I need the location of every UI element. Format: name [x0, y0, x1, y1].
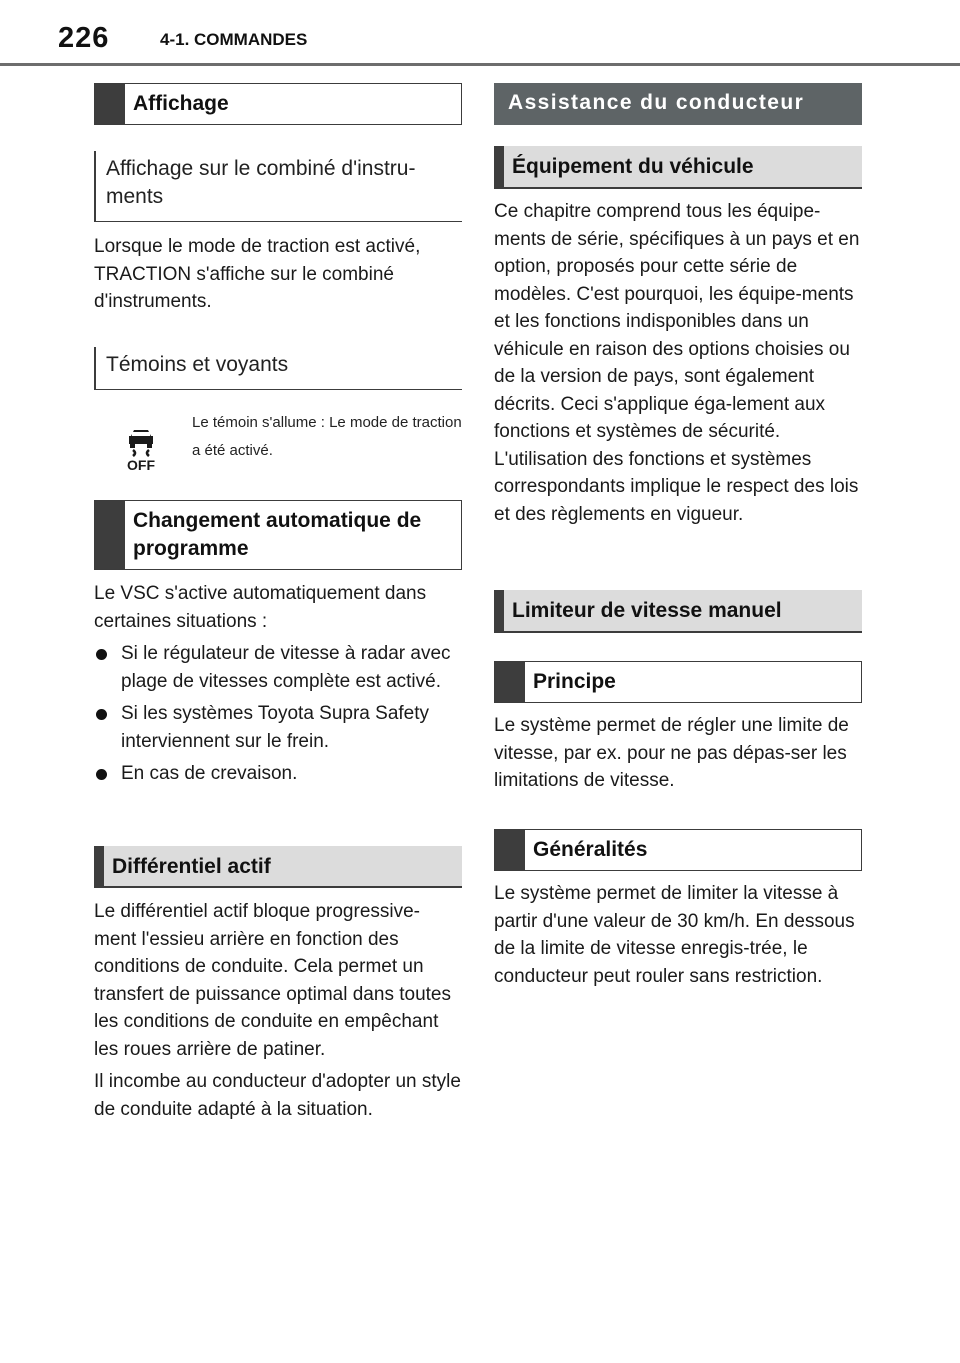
- list-item-text: Si le régulateur de vitesse à radar avec plage de vitesses complète est activé.: [121, 643, 451, 692]
- heading-tab: [494, 590, 504, 631]
- traction-off-icon: [94, 405, 192, 476]
- heading-label: Équipement du véhicule: [512, 155, 754, 178]
- vsc-bullet-list: [94, 640, 462, 793]
- header-rule: [0, 63, 960, 66]
- traction-off-icon-text: OFF: [127, 457, 155, 471]
- page-number: 226: [58, 22, 110, 54]
- paragraph-differentiel-2: Il incombe au conducteur d'adopter un style de conduite adapté à la situation.: [94, 1071, 461, 1120]
- list-item-text: Si les systèmes Toyota Supra Safety interviennent sur le frein.: [121, 703, 430, 752]
- chapter-heading-assistance: Assistance du conducteur: [494, 83, 862, 125]
- heading-label: Limiteur de vitesse manuel: [512, 599, 782, 622]
- heading-affichage: [94, 83, 462, 125]
- heading-generalites: [494, 829, 862, 871]
- paragraph-combine: Lorsque le mode de traction est activé, TRACTION s'affiche sur le combiné d'instruments.: [94, 236, 421, 312]
- heading-tab: [494, 146, 504, 187]
- heading-tab: [95, 84, 125, 124]
- heading-label: Généralités: [533, 838, 648, 861]
- heading-tab: [94, 846, 104, 886]
- list-item: [94, 700, 462, 755]
- paragraph-equipement: Ce chapitre comprend tous les équipe-ments de série, spécifiques à un pays et en option, proposés pour cette série de modèles. C'est pourquoi, les équipe-ments et les fonctions indisponibles dans un véhicule en raison des options choisies ou de la version de pays, sont également décrits. Ceci s'applique éga-lement aux fonctions et systèmes de sécurité. L'utilisation des fonctions et systèmes correspondants implique le respect des lois et des règlements en vigueur.: [494, 201, 860, 525]
- heading-equipement: [494, 146, 862, 189]
- heading-tab: [95, 501, 125, 569]
- heading-label: Changement automatique de programme: [133, 509, 422, 560]
- list-item: [94, 640, 462, 695]
- bullet-icon: [96, 649, 107, 660]
- bullet-icon: [96, 709, 107, 720]
- heading-limiteur: [494, 590, 862, 633]
- paragraph-differentiel-1: Le différentiel actif bloque progressive-ment l'essieu arrière en fonction des conditions de conduite. Cela permet un transfert de puissance optimal dans toutes les conditions de conduite en empêchant les roues arrière de patiner.: [94, 901, 451, 1060]
- bullet-icon: [96, 769, 107, 780]
- heading-principe: [494, 661, 862, 703]
- heading-label: Principe: [533, 670, 616, 693]
- section-title: 4-1. COMMANDES: [160, 30, 308, 49]
- paragraph-principe: Le système permet de régler une limite de vitesse, par ex. pour ne pas dépas-ser les limitations de vitesse.: [494, 715, 849, 791]
- heading-label: Différentiel actif: [112, 855, 271, 878]
- subheading-temoins: Témoins et voyants: [94, 347, 462, 390]
- list-item: [94, 760, 462, 788]
- heading-differentiel: [94, 846, 462, 888]
- paragraph-generalites: Le système permet de limiter la vitesse à partir d'une valeur de 30 km/h. En dessous de la limite de vitesse enregis-trée, le conducteur peut rouler sans restriction.: [494, 883, 855, 987]
- indicator-note: Le témoin s'allume : Le mode de traction a été activé.: [192, 414, 462, 459]
- traction-off-icon-graphic: [124, 425, 158, 471]
- indicator-row: [94, 405, 462, 476]
- subheading-combine: Affichage sur le combiné d'instru-ments: [94, 151, 462, 222]
- paragraph-vsc-intro: Le VSC s'active automatiquement dans certaines situations :: [94, 583, 427, 632]
- heading-tab: [495, 830, 525, 870]
- heading-changement: [94, 500, 462, 570]
- heading-tab: [495, 662, 525, 702]
- heading-label: Affichage: [133, 92, 229, 115]
- list-item-text: En cas de crevaison.: [121, 763, 298, 784]
